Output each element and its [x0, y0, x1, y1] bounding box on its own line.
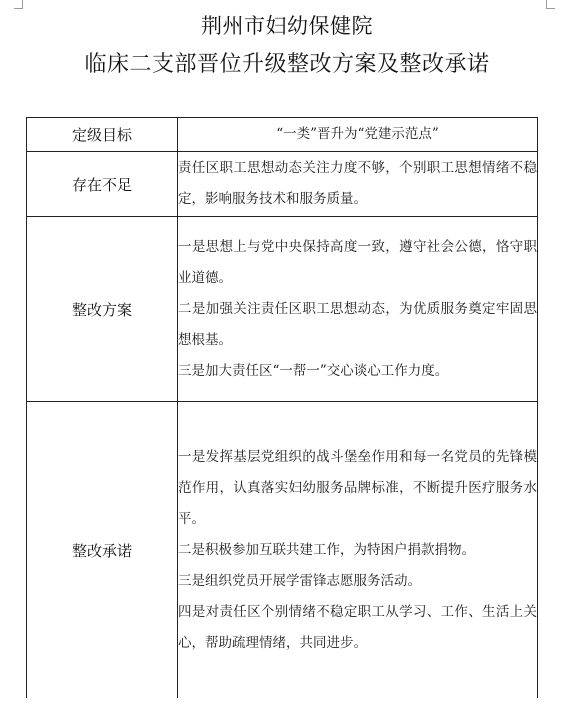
document-title: 荆州市妇幼保健院	[201, 14, 373, 38]
content-paragraph: 四是对责任区个别情绪不稳定职工从学习、工作、生活上关心，帮助疏理情绪，共同进步。	[178, 603, 537, 651]
table-row	[27, 152, 538, 217]
content-paragraph: 二是加强关注责任区职工思想动态，为优质服务奠定牢固思想根基。	[178, 300, 537, 348]
row-content-grading-target	[178, 118, 538, 152]
content-paragraph: 三是组织党员开展学雷锋志愿服务活动。	[178, 572, 421, 589]
content-paragraph: 一是发挥基层党组织的战斗堡垒作用和每一名党员的先锋模范作用，认真落实妇幼服务品牌标准，不断提升医疗服务水平。	[178, 448, 537, 527]
row-label-rectification-plan: 整改方案	[27, 217, 178, 402]
document-subtitle: 临床二支部晋位升级整改方案及整改承诺	[84, 52, 490, 77]
content-paragraph: 责任区职工思想动态关注力度不够，个别职工思想情绪不稳定，影响服务技术和服务质量。	[178, 160, 537, 207]
content-paragraph: 三是加大责任区“一帮一”交心谈心工作力度。	[178, 362, 449, 379]
table-row	[27, 118, 538, 152]
row-content-rectification-commitment	[178, 402, 538, 699]
row-label-grading-target: 定级目标	[27, 118, 178, 152]
table-row	[27, 402, 538, 699]
row-content-rectification-plan	[178, 217, 538, 402]
page-corner-mark-right	[546, 0, 555, 9]
rectification-table	[26, 117, 538, 698]
row-content-shortcomings	[178, 152, 538, 217]
content-paragraph: 二是积极参加互联共建工作，为特困户捐款捐物。	[178, 541, 475, 558]
row-label-shortcomings: 存在不足	[27, 152, 178, 217]
content-paragraph: “一类”晋升为“党建示范点”	[276, 126, 439, 142]
table-row	[27, 217, 538, 402]
page-corner-mark-left	[14, 0, 23, 9]
row-label-rectification-commitment: 整改承诺	[27, 402, 178, 699]
content-paragraph: 一是思想上与党中央保持高度一致，遵守社会公德，恪守职业道德。	[178, 238, 537, 286]
